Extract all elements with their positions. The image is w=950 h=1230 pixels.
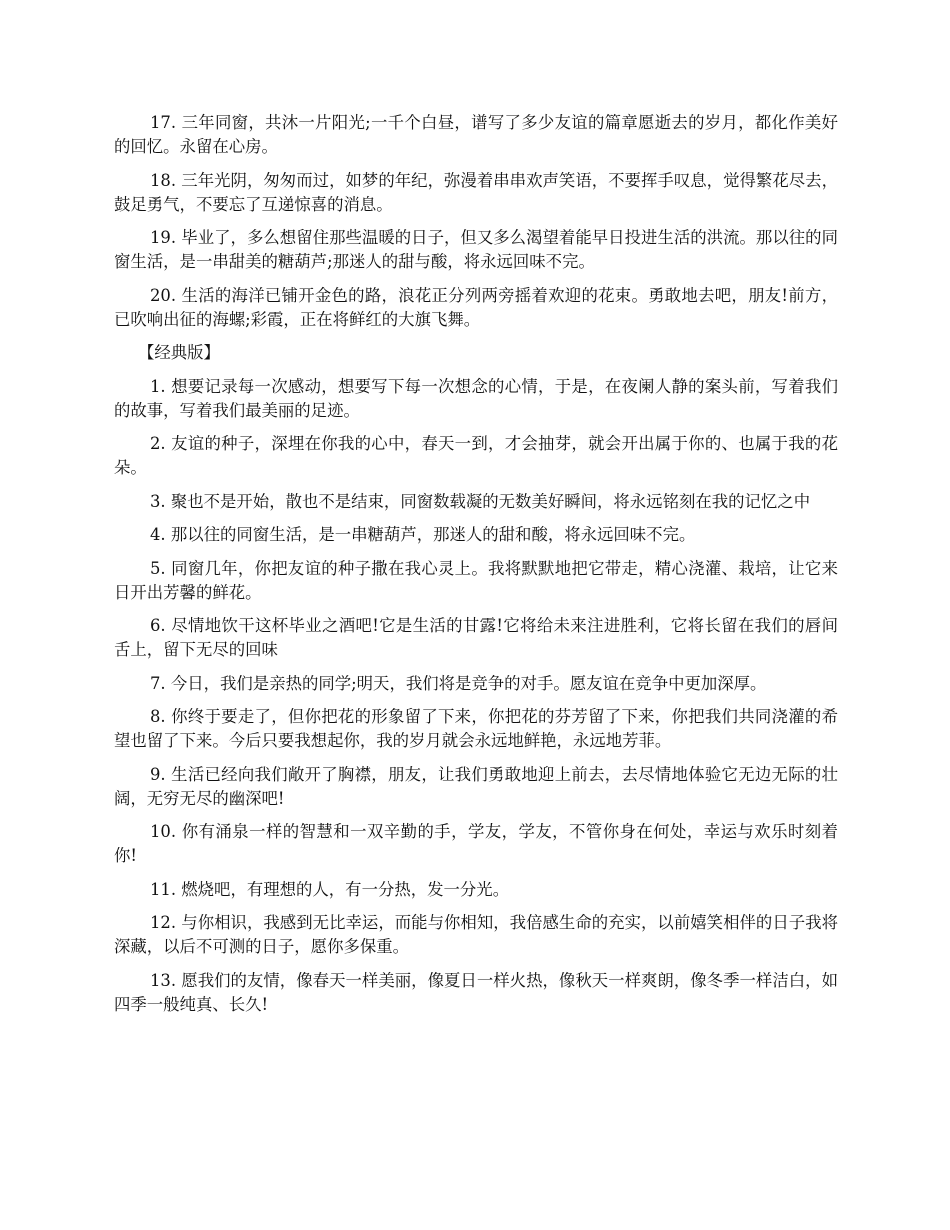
paragraph-18: 18. 三年光阴，匆匆而过，如梦的年纪，弥漫着串串欢声笑语，不要挥手叹息，觉得繁花尽去，鼓足勇气，不要忘了互递惊喜的消息。 — [114, 170, 838, 214]
section-heading: 【经典版】 — [138, 343, 220, 362]
paragraph-3: 3. 聚也不是开始，散也不是结束，同窗数载凝的无数美好瞬间，将永远铭刻在我的记忆之中 — [150, 491, 811, 511]
paragraph-12: 12. 与你相识，我感到无比幸运，而能与你相知，我倍感生命的充实，以前嬉笑相伴的日子我将深藏，以后不可测的日子，愿你多保重。 — [114, 913, 838, 956]
paragraph-1: 1. 想要记录每一次感动，想要写下每一次想念的心情，于是，在夜阑人静的案头前，写着我们的故事，写着我们最美丽的足迹。 — [114, 376, 838, 420]
paragraph-17: 17. 三年同窗，共沐一片阳光;一千个白昼，谱写了多少友谊的篇章愿逝去的岁月，都化作美好的回忆。永留在心房。 — [114, 113, 838, 156]
paragraph-2: 2. 友谊的种子，深埋在你我的心中，春天一到，才会抽芽，就会开出属于你的、也属于我的花朵。 — [114, 434, 838, 477]
paragraph-4: 4. 那以往的同窗生活，是一串糖葫芦，那迷人的甜和酸，将永远回味不完。 — [150, 525, 696, 544]
document-page — [114, 111, 838, 1026]
paragraph-13: 13. 愿我们的友情，像春天一样美丽，像夏日一样火热，像秋天一样爽朗，像冬季一样洁白，如四季一般纯真、长久! — [114, 970, 838, 1014]
paragraph-7: 7. 今日，我们是亲热的同学;明天，我们将是竞争的对手。愿友谊在竞争中更加深厚。 — [150, 673, 767, 693]
paragraph-5: 5. 同窗几年，你把友谊的种子撒在我心灵上。我将默默地把它带走，精心浇灌、栽培，让它来日开出芳馨的鲜花。 — [114, 558, 838, 602]
paragraph-19: 19. 毕业了，多么想留住那些温暖的日子，但又多么渴望着能早日投进生活的洪流。那以往的同窗生活，是一串甜美的糖葫芦;那迷人的甜与酸，将永远回味不完。 — [114, 228, 838, 271]
paragraph-20: 20. 生活的海洋已铺开金色的路，浪花正分列两旁摇着欢迎的花束。勇敢地去吧，朋友!前方，已吹响出征的海螺;彩霞，正在将鲜红的大旗飞舞。 — [114, 285, 838, 329]
paragraph-8: 8. 你终于要走了，但你把花的形象留了下来，你把花的芬芳留了下来，你把我们共同浇灌的希望也留了下来。今后只要我想起你，我的岁月就会永远地鲜艳，永远地芳菲。 — [114, 707, 838, 750]
paragraph-6: 6. 尽情地饮干这杯毕业之酒吧!它是生活的甘露!它将给未来注进胜利，它将长留在我们的唇间舌上，留下无尽的回味 — [114, 616, 838, 659]
paragraph-11: 11. 燃烧吧，有理想的人，有一分热，发一分光。 — [150, 879, 510, 899]
paragraph-9: 9. 生活已经向我们敞开了胸襟，朋友，让我们勇敢地迎上前去，去尽情地体验它无边无际的壮阔，无穷无尽的幽深吧! — [114, 764, 838, 808]
paragraph-10: 10. 你有涌泉一样的智慧和一双辛勤的手，学友，学友，不管你身在何处，幸运与欢乐时刻着你! — [114, 822, 838, 865]
